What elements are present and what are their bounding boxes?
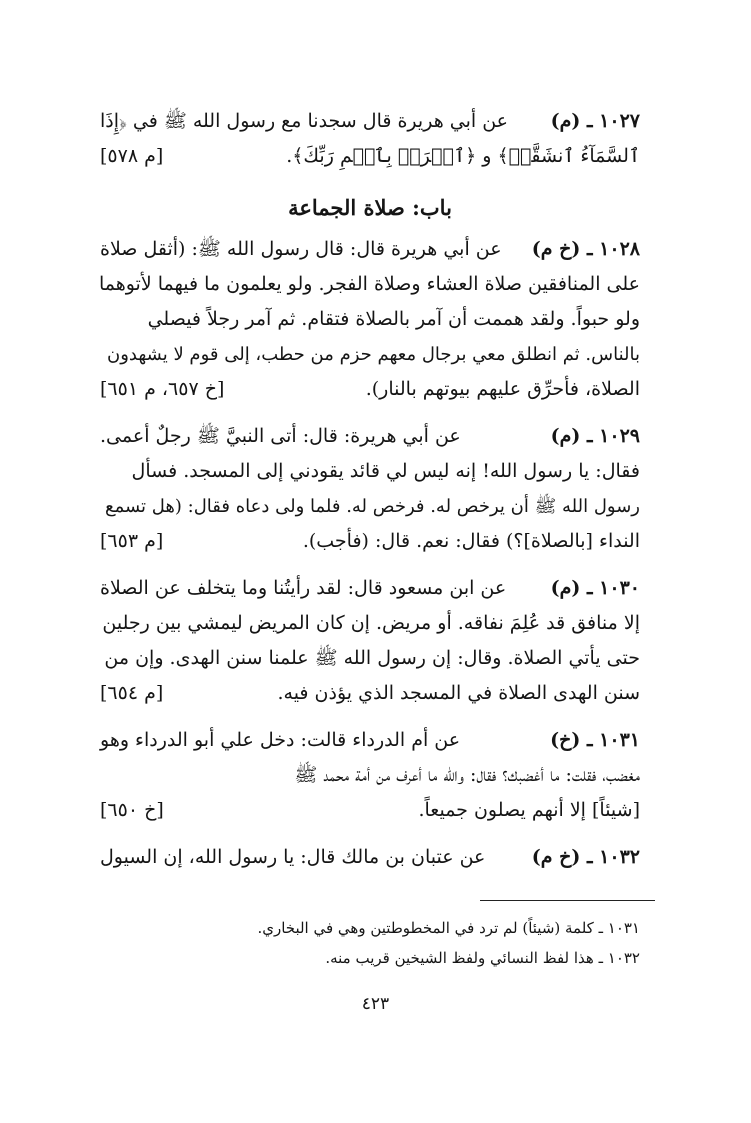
hadith-text: عن ابن مسعود قال: لقد رأيتُنا وما يتخلف عن الصلاة [100,577,507,599]
text-line [100,454,640,489]
source-reference: [م ٥٧٨] [100,145,164,167]
hadith-text: عن أم الدرداء قالت: دخل علي أبو الدرداء وهو [100,729,461,751]
hadith-text: ولو حبواً. ولقد هممت أن آمر بالصلاة فتقام. ثم آمر رجلاً فيصلي [147,308,640,330]
hadith-number: ١٠٣٢ ـ (خ م) [531,846,640,868]
hadith-text: إلا منافق قد عُلِمَ نفاقه. أو مريض. إن كان المريض ليمشي بين رجلين [102,612,640,634]
text-line [100,676,640,711]
text-line [100,372,640,407]
hadith-text: عن أبي هريرة قال: قال رسول الله ﷺ: (أثقل صلاة [100,238,502,260]
footnote-item: ١٠٣٢ ـ هذا لفظ النسائي ولفظ الشيخين قريب منه. [325,949,640,967]
text-line [100,758,640,793]
main-text [100,104,640,875]
source-reference: [م ٦٥٣] [100,530,164,552]
footnote-item: ١٠٣١ ـ كلمة (شيئاً) لم ترد في المخطوطتين وهي في البخاري. [257,919,640,937]
hadith-text: [شيئاً] إلا أنهم يصلون جميعاً. [418,799,640,821]
hadith-number: ١٠٣١ ـ (خ) [550,729,640,751]
page-number: ٤٢٣ [361,994,390,1014]
hadith-text: على المنافقين صلاة العشاء وصلاة الفجر. ولو يعلمون ما فيهما لأتوهما [98,273,640,295]
hadith-text: سنن الهدى الصلاة في المسجد الذي يؤذن فيه. [277,682,640,704]
hadith-number: ١٠٢٨ ـ (خ م) [531,238,640,260]
hadith-text: عن أبي هريرة: قال: أتى النبيَّ ﷺ رجلٌ أعمى. [100,425,461,447]
text-line [100,641,640,676]
hadith-1027 [100,104,640,174]
hadith-text: الصلاة، فأحرِّق عليهم بيوتهم بالنار). [365,378,640,400]
text-line [100,302,640,337]
hadith-1028 [100,232,640,407]
text-line [100,606,640,641]
text-line [100,840,640,875]
text-line [100,104,640,139]
hadith-1029 [100,419,640,559]
text-line [100,524,640,559]
hadith-number: ١٠٣٠ ـ (م) [550,577,640,599]
hadith-text: عن أبي هريرة قال سجدنا مع رسول الله ﷺ في ﴿إِذَا [100,110,508,132]
hadith-1030 [100,571,640,711]
footnotes [100,913,640,973]
hadith-text: حتى يأتي الصلاة. وقال: إن رسول الله ﷺ علمنا سنن الهدى. وإن من [104,647,640,669]
source-reference: [خ ٦٥٧، م ٦٥١] [100,378,225,400]
hadith-text: عن عتبان بن مالك قال: يا رسول الله، إن السيول [100,846,486,868]
text-line [100,571,640,606]
hadith-text: رسول الله ﷺ أن يرخص له. فرخص له. فلما ولى دعاه فقال: (هل تسمع [105,496,640,517]
hadith-text: ٱلسَّمَآءُ ٱنشَقَّتۡ﴾ و ﴿ٱقۡرَأۡ بِٱسۡمِ رَبِّكَ﴾. [286,145,640,167]
hadith-text: فقال: يا رسول الله! إنه ليس لي قائد يقودني إلى المسجد. فسأل [131,460,640,482]
hadith-number: ١٠٢٩ ـ (م) [550,425,640,447]
text-line [100,337,640,372]
hadith-1032 [100,840,640,875]
section-heading: باب: صلاة الجماعة [288,195,452,220]
hadith-number: ١٠٢٧ ـ (م) [550,110,640,132]
text-line [100,793,640,828]
hadith-text: بالناس. ثم انطلق معي برجال معهم حزم من حطب، إلى قوم لا يشهدون [107,344,640,365]
hadith-1031 [100,723,640,828]
text-line [100,419,640,454]
footnote-divider [480,900,655,901]
text-line [100,489,640,524]
hadith-text: مغضب، فقلت: ما أغضبك؟ فقال: والله ما أعرف من أمة محمد ﷺ [294,764,640,786]
text-line [100,723,640,758]
text-line [100,267,640,302]
source-reference: [خ ٦٥٠] [100,799,164,821]
hadith-text: النداء [بالصلاة]؟) فقال: نعم. قال: (فأجب). [302,530,640,552]
source-reference: [م ٦٥٤] [100,682,164,704]
text-line [100,232,640,267]
text-line [100,139,640,174]
